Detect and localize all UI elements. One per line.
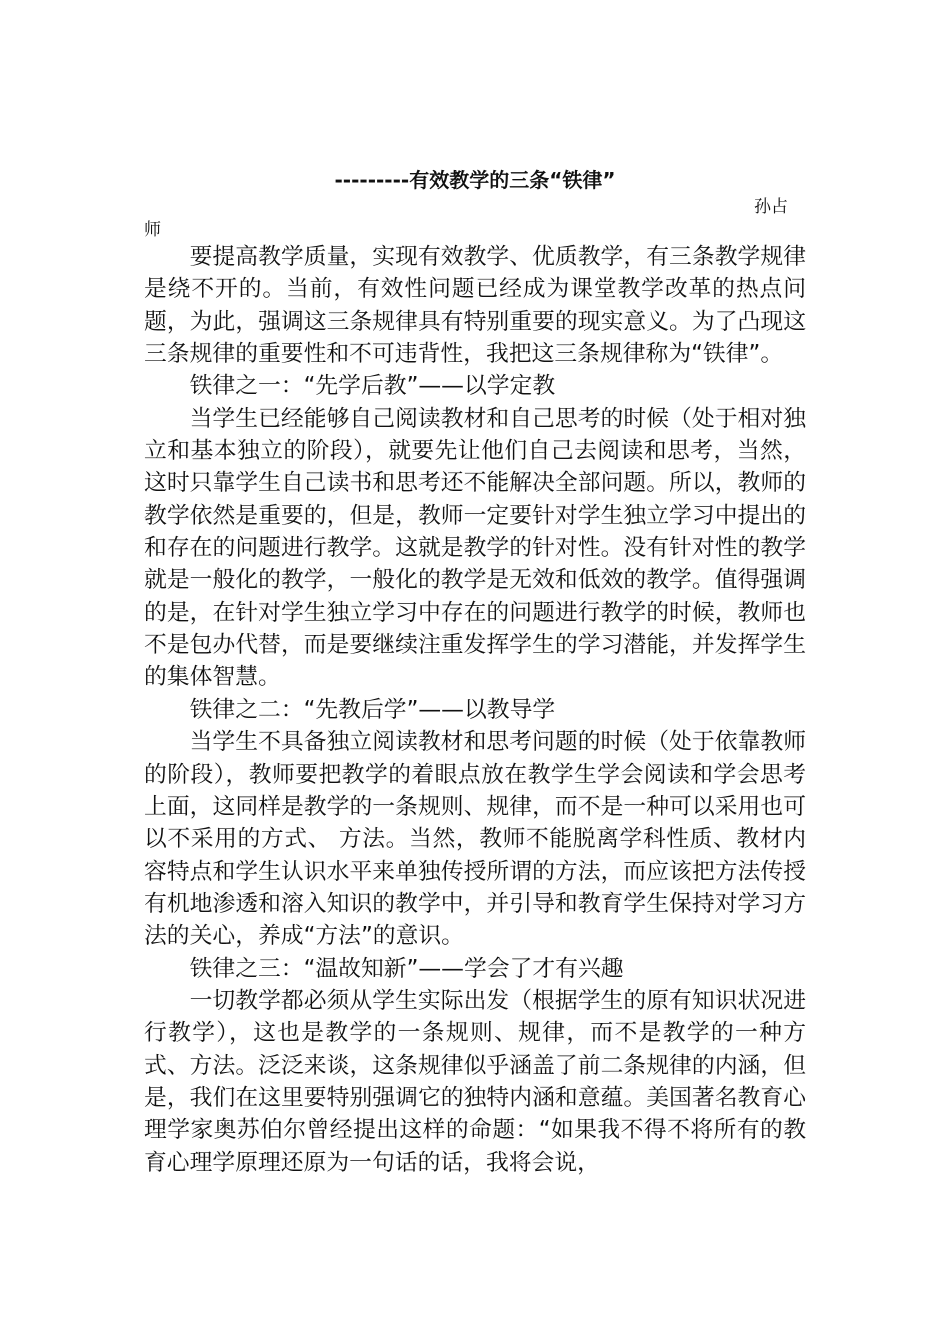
rule-three-paragraph: 一切教学都必须从学生实际出发（根据学生的原有知识状况进行教学），这也是教学的一条规则、规律，而不是教学的一种方式、方法。泛泛来谈，这条规律似乎涵盖了前二条规律的内涵，但是，我们在这里要特别强调它的独特内涵和意蕴。美国著名教育心理学家奥苏伯尔曾经提出这样的命题：“如果我不得不将所有的教育心理学原理还原为一句话的话，我将会说， <box>144 987 806 1176</box>
document-title: ---------有效教学的三条“铁律” <box>334 168 616 192</box>
author-name-part1: 孙占 <box>754 197 788 217</box>
document-body <box>144 241 806 1179</box>
rule-three-heading: 铁律之三：“温故知新”——学会了才有兴趣 <box>189 955 624 982</box>
rule-one-paragraph: 当学生已经能够自己阅读教材和自己思考的时候（处于相对独立和基本独立的阶段），就要先让他们自己去阅读和思考，当然，这时只靠学生自己读书和思考还不能解决全部问题。所以，教师的教学依然是重要的，但是，教师一定要针对学生独立学习中提出的和存在的问题进行教学。这就是教学的针对性。没有针对性的教学就是一般化的教学，一般化的教学是无效和低效的教学。值得强调的是，在针对学生独立学习中存在的问题进行教学的时候，教师也不是包办代替，而是要继续注重发挥学生的学习潜能，并发挥学生的集体智慧。 <box>144 405 806 691</box>
rule-one-heading: 铁律之一：“先学后教”——以学定教 <box>189 373 556 400</box>
rule-two-paragraph: 当学生不具备独立阅读教材和思考问题的时候（处于依靠教师的阶段），教师要把教学的着眼点放在教学生学会阅读和学会思考上面，这同样是教学的一条规则、规律，而不是一种可以采用也可以不采用的方式、 方法。当然，教师不能脱离学科性质、教材内容特点和学生认识水平来单独传授所谓的方法，而应该把方法传授有机地渗透和溶入知识的教学中，并引导和教育学生保持对学习方法的关心，养成“方法”的意识。 <box>144 729 806 950</box>
author-name-part2: 师 <box>144 220 161 240</box>
intro-paragraph: 要提高教学质量，实现有效教学、优质教学，有三条教学规律是绕不开的。当前，有效性问题已经成为课堂教学改革的热点问题，为此，强调这三条规律具有特别重要的现实意义。为了凸现这三条规律的重要性和不可违背性，我把这三条规律称为“铁律”。 <box>144 244 806 368</box>
rule-two-heading: 铁律之二：“先教后学”——以教导学 <box>189 696 556 723</box>
